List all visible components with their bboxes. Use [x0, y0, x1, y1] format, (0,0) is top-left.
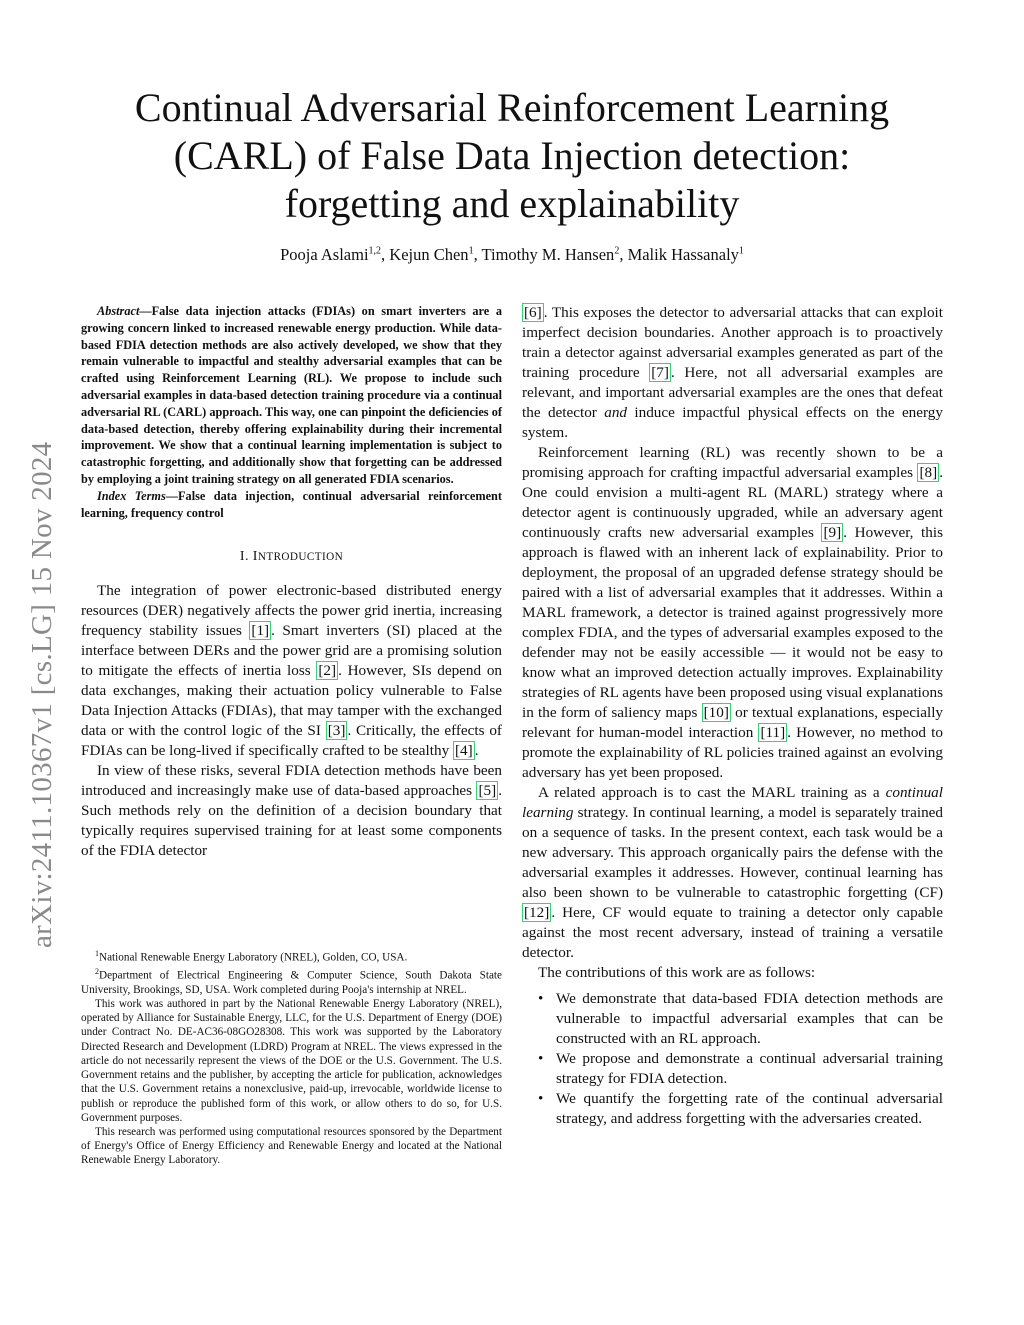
citation-link[interactable]: [3]: [327, 722, 346, 740]
index-terms: Index Terms—False data injection, continual adversarial reinforcement learning, frequency control: [81, 488, 502, 520]
intro-paragraph-1: The integration of power electronic-based distributed energy resources (DER) negatively affects the power grid inertia, increasing frequency stability issues [1] . Smart inverters (SI) placed at the interface between DERs and the power grid are a promising solution to mitigate the effects of inertia loss [2] . However, SIs depend on data exchanges, making their actuation policy vulnerable to False Data Injection Attacks (FDIAs), that may tamper with the exchanged data or with the control logic of the SI [3] . Critically, the effects of FDIAs can be long-lived if specifically crafted to be stealthy [4] .: [81, 582, 503, 760]
citation-link[interactable]: [11]: [760, 724, 786, 741]
paper-title: [90, 84, 934, 228]
citation-link[interactable]: [9]: [823, 524, 842, 541]
bullet-icon: •: [538, 1090, 544, 1107]
arxiv-identifier: arXiv:2411.10367v1 [cs.LG] 15 Nov 2024: [26, 441, 58, 948]
footnote-computing: This research was performed using computational resources sponsored by the Department of Energy's Office of Energy Efficiency and Renewable Energy and located at the National Renewable Energy Laboratory.: [81, 1125, 502, 1167]
author: Pooja Aslami$^{1,2}$,: [280, 245, 390, 264]
title-line-1: Continual Adversarial Reinforcement Learning: [134, 85, 890, 130]
citation-link[interactable]: [4]: [454, 742, 473, 760]
citation-link[interactable]: [1]: [251, 622, 270, 640]
contributions-list: [522, 989, 943, 1129]
citation-link[interactable]: [7]: [651, 364, 669, 381]
citation-link[interactable]: [6]: [524, 304, 542, 321]
author: Timothy M. Hansen$^2$,: [481, 245, 628, 264]
list-item: • We propose and demonstrate a continual adversarial training strategy for FDIA detection.: [538, 1050, 943, 1087]
citation-link[interactable]: [5]: [478, 782, 497, 800]
index-terms-label: Index Terms: [97, 488, 166, 503]
footnote-affiliation-2: $^2$Department of Electrical Engineering & Computer Science, South Dakota State University, Brookings, SD, USA. Work completed during Pooja's internship at NREL.: [81, 966, 502, 996]
abstract: Abstract—False data injection attacks (FDIAs) on smart inverters are a growing concern linked to increased renewable energy production. While data-based FDIA detection methods are also actively developed, we show that they remain vulnerable to impactful and stealthy adversarial examples that can be crafted using Reinforcement Learning (RL). We propose to include such adversarial examples in data-based detection training procedure via a continual adversarial RL (CARL) approach. This way, one can pinpoint the deficiencies of data-based detection, thereby offering explainability during their incremental improvement. We show that a continual learning implementation is subject to catastrophic forgetting, and additionally show that forgetting can be addressed by employing a joint training strategy on all generated FDIA scenarios.: [81, 304, 502, 486]
intro-paragraph-5: A related approach is to cast the MARL training as a continual learning strategy. In continual learning, a model is separately trained on a sequence of tasks. In the present context, each task would be a new adversary. This approach organically pairs the defense with the adversarial examples it addresses. However, continual learning has also been shown to be vulnerable to catastrophic forgetting (CF) [12] . Here, CF would equate to training a detector only capable against the most recent adversary, instead of training a versatile detector.: [522, 784, 943, 961]
section-heading-introduction: I. INTRODUCTION: [239, 549, 344, 565]
footnote-funding: This work was authored in part by the National Renewable Energy Laboratory (NREL), operated by Alliance for Sustainable Energy, LLC, for the U.S. Department of Energy (DOE) under Contract No. DE-AC36-08GO28308. This work was supported by the Laboratory Directed Research and Development (LDRD) Program at NREL. The views expressed in the article do not necessarily represent the views of the DOE or the U.S. Government. The U.S. Government retains and the publisher, by accepting the article for publication, acknowledges that the U.S. Government retains a nonexclusive, paid-up, irrevocable, worldwide license to publish or reproduce the published form of this work, or allow others to do so, for U.S. Government purposes.: [81, 998, 502, 1124]
intro-paragraph-3: [6] . This exposes the detector to adversarial attacks that can exploit imperfect decision boundaries. Another approach is to proactively train a detector against adversarial examples generated as part of the training procedure [7] . Here, not all adversarial examples are relevant, and important adversarial examples are the ones that defeat the detector and induce impactful physical effects on the energy system.: [522, 304, 943, 441]
title-line-2: (CARL) of False Data Injection detection:: [173, 133, 851, 178]
bullet-icon: •: [538, 1050, 544, 1067]
author: Kejun Chen$^1$,: [389, 245, 482, 264]
left-column: [81, 303, 502, 861]
bullet-icon: •: [538, 990, 544, 1007]
intro-paragraph-4: Reinforcement learning (RL) was recently shown to be a promising approach for crafting impactful adversarial examples [8] . One could envision a multi-agent RL (MARL) strategy where a detector agent is continuously upgraded, while an adversary agent continuously crafts new adversarial examples [9] . However, this approach is flawed with an inherent lack of explainability. Prior to deployment, the proposal of an upgraded defense strategy should be paired with a list of adversarial examples that it addresses. Within a MARL framework, a detector is trained against progressively more complex FDIA, and the types of adversarial examples exposed to the defender may not be easily accessible — it would not be easy to know what an improved detection actually improves. Explainability strategies of RL agents have been proposed using visual explanations in the form of saliency maps [10] or textual explanations, especially relevant for human-model interaction [11] . However, no method to promote the explainability of RL policies trained against an evolving adversary has yet been proposed.: [522, 444, 944, 781]
contributions-intro: The contributions of this work are as follows:: [538, 964, 816, 981]
footnote-affiliation-1: $^1$National Renewable Energy Laboratory (NREL), Golden, CO, USA.: [95, 949, 408, 964]
citation-link[interactable]: [8]: [919, 464, 938, 481]
citation-link[interactable]: [12]: [524, 904, 550, 921]
author: Malik Hassanaly$^1$: [627, 245, 744, 264]
citation-link[interactable]: [2]: [318, 662, 337, 680]
footnotes: [81, 947, 502, 1168]
title-line-3: forgetting and explainability: [284, 181, 740, 226]
list-item: • We demonstrate that data-based FDIA detection methods are vulnerable to impactful adversarial examples that can be constructed with an RL approach.: [538, 990, 943, 1047]
abstract-label: Abstract: [97, 304, 140, 318]
right-column: [522, 303, 943, 1129]
intro-paragraph-2: In view of these risks, several FDIA detection methods have been introduced and increasingly make use of data-based approaches [5] . Such methods rely on the definition of a decision boundary that typically requires supervised training for at least some components of the FDIA detector: [81, 762, 502, 860]
citation-link[interactable]: [10]: [703, 704, 729, 721]
author-list: [90, 245, 934, 265]
list-item: • We quantify the forgetting rate of the continual adversarial strategy, and address forgetting with the adversaries created.: [538, 1090, 943, 1127]
